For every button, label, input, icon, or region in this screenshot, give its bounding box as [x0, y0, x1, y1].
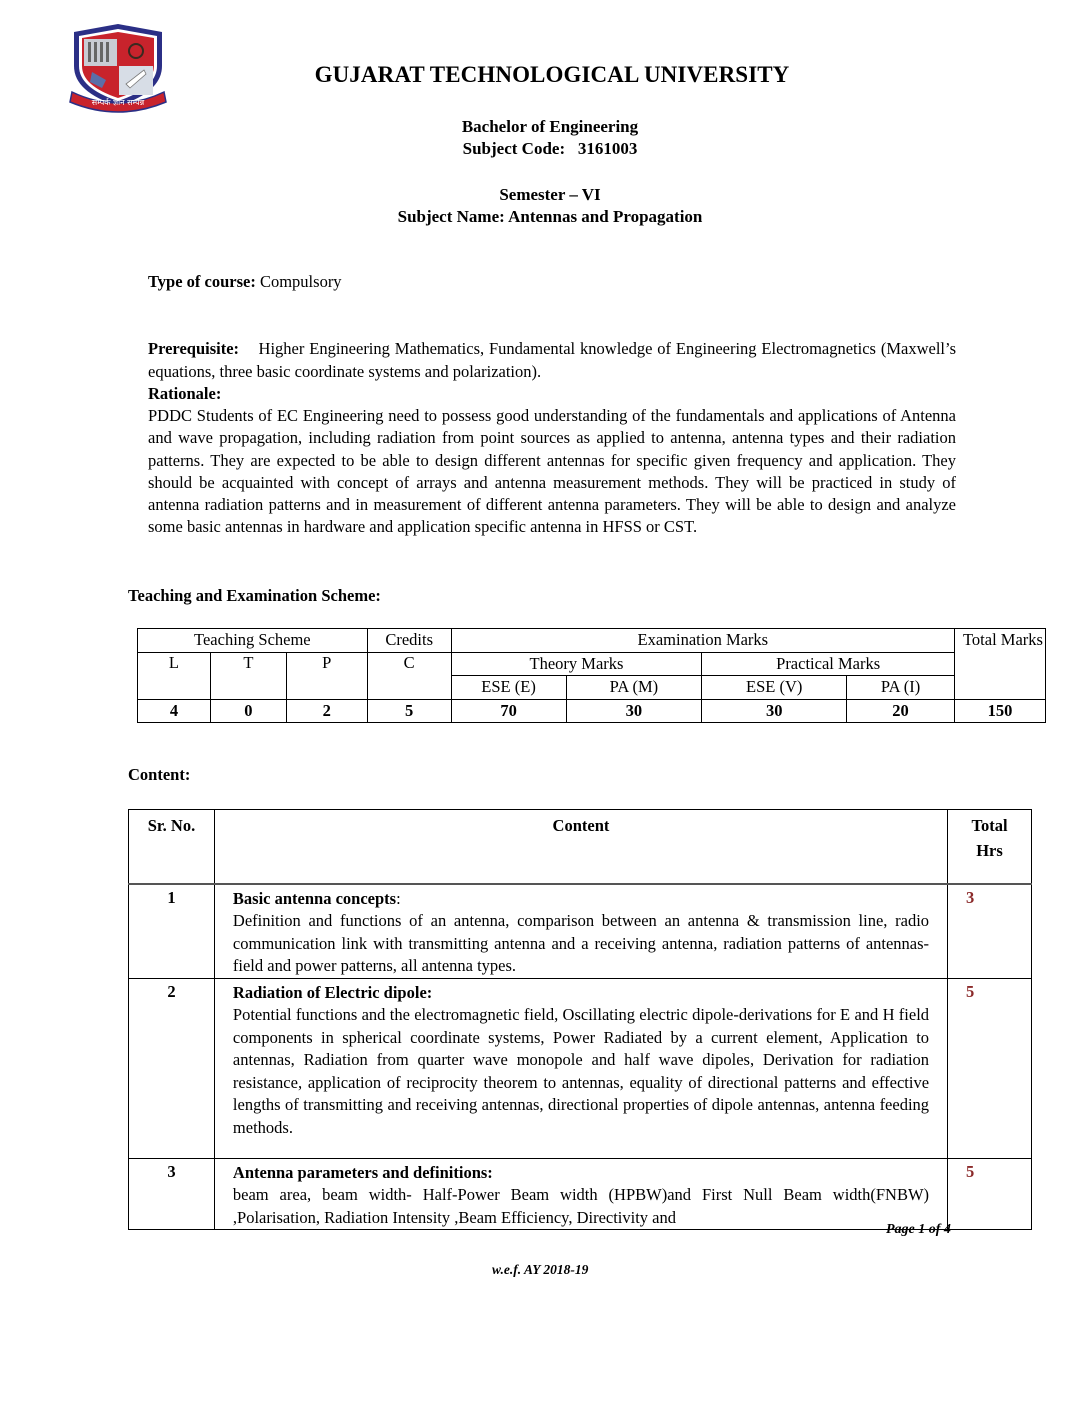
theory-marks-header: Theory Marks [451, 652, 702, 676]
total-marks-value: 150 [954, 699, 1045, 723]
row-topic: Basic antenna concepts [232, 888, 397, 908]
total-hrs-header [948, 810, 1032, 884]
university-logo [66, 22, 170, 114]
table-row [129, 1158, 1032, 1230]
university-title: GUJARAT TECHNOLOGICAL UNIVERSITY [314, 62, 790, 87]
rationale-label: Rationale: [148, 384, 222, 403]
rationale-text: PDDC Students of EC Engineering need to possess good understanding of the fundamentals and applications of Antenna and wave propagation, including radiation from point sources as applied to antenna, antenna types and their radiation patterns. They are expected to be able to design different antennas for specific given frequency and application. They should be acquainted with concept of arrays and antenna measurement methods. They will be practiced in study of antenna radiation patterns and in measurement of different antenna parameters. They will be able to design and analyze some basic antennas in hardware and application specific antenna in HFSS or CST. [148, 406, 956, 537]
course-type [148, 271, 956, 293]
practical-value: 2 [286, 699, 367, 723]
content-header-row [129, 810, 1032, 884]
ese-e-header: ESE (E) [451, 676, 566, 700]
semester-block [300, 184, 800, 228]
row-hours: 5 [948, 1158, 1032, 1230]
row-topic-suffix: : [396, 888, 401, 908]
teaching-exam-scheme-table [137, 628, 1046, 723]
row-sr-no: 2 [129, 978, 215, 1158]
ese-v-header: ESE (V) [702, 676, 847, 700]
lecture-value: 4 [138, 699, 211, 723]
content-section-title: Content: [128, 765, 191, 784]
lecture-header: L [138, 652, 211, 699]
practical-header: P [286, 652, 367, 699]
pa-m-header: PA (M) [566, 676, 702, 700]
row-topic: Radiation of Electric dipole: [232, 982, 433, 1002]
content-table [128, 809, 1032, 1230]
row-hours: 3 [948, 884, 1032, 979]
total-hrs-header-line1: Total [971, 816, 1008, 835]
practical-marks-header: Practical Marks [702, 652, 955, 676]
prerequisite-label: Prerequisite: [148, 339, 240, 359]
prerequisite-value: Higher Engineering Mathematics, Fundamental knowledge of Engineering Electromagnetics (Maxwell’s equations, three basic coordinate systems and polarization). [148, 339, 961, 381]
semester: Semester – VI [499, 185, 601, 204]
exam-marks-header: Examination Marks [451, 629, 954, 653]
course-type-value: Compulsory [255, 272, 342, 291]
row-content [214, 1158, 947, 1230]
scheme-header-row-1 [138, 629, 1046, 653]
teaching-scheme-header: Teaching Scheme [138, 629, 368, 653]
page-number: Page 1 of 4 [886, 1222, 951, 1237]
scheme-section-title: Teaching and Examination Scheme: [128, 586, 381, 605]
pa-m-value: 30 [566, 699, 702, 723]
degree-name: Bachelor of Engineering [461, 117, 639, 136]
tutorial-header: T [210, 652, 286, 699]
ese-v-value: 30 [702, 699, 847, 723]
subject-name: Subject Name: Antennas and Propagation [397, 207, 703, 226]
scheme-values-row [138, 699, 1046, 723]
subject-code: Subject Code: 3161003 [462, 139, 638, 158]
row-topic: Antenna parameters and definitions: [232, 1162, 493, 1182]
degree-block [300, 116, 800, 160]
row-sr-no: 3 [129, 1158, 215, 1230]
row-content [214, 884, 947, 979]
prerequisite [148, 316, 961, 383]
course-type-label: Type of course: [148, 272, 256, 291]
ese-e-value: 70 [451, 699, 566, 723]
row-sr-no: 1 [129, 884, 215, 979]
credits-header: Credits [367, 629, 451, 653]
row-hours: 5 [948, 978, 1032, 1158]
tutorial-value: 0 [210, 699, 286, 723]
total-hrs-header-line2: Hrs [976, 841, 1003, 860]
table-row [129, 884, 1032, 979]
effective-from: w.e.f. AY 2018-19 [492, 1262, 589, 1277]
sr-no-header: Sr. No. [129, 810, 215, 884]
row-text: Definition and functions of an antenna, comparison between an antenna & transmission line, radio communication link with transmitting antenna and a receiving antenna, radiation patterns of antennas-field and power patterns, all antenna types. [232, 911, 930, 975]
scheme-header-row-2 [138, 652, 1046, 676]
content-header: Content [214, 810, 947, 884]
credit-c-header: C [367, 652, 451, 699]
total-marks-header: Total Marks [954, 629, 1045, 700]
row-content [214, 978, 947, 1158]
row-text: beam area, beam width- Half-Power Beam width (HPBW)and First Null Beam width(FNBW) ,Polarisation, Radiation Intensity ,Beam Efficiency, Directivity and [232, 1185, 930, 1227]
table-row [129, 978, 1032, 1158]
pa-i-value: 20 [847, 699, 955, 723]
credit-value: 5 [367, 699, 451, 723]
row-text: Potential functions and the electromagnetic field, Oscillating electric dipole-derivations for E and H field components in spherical coordinate systems, Power Radiated by a current element, Application to antennas, Radiation from quarter wave monopole and half wave dipoles, Derivation for radiation resistance, application of reciprocity theorem to antennas, equality of directional patterns and effective lengths of transmitting and receiving antennas, directional properties of dipole antennas, antenna feeding methods. [232, 1005, 930, 1137]
svg-text:सम्पर्क ज्ञान सम्पन्न: सम्पर्क ज्ञान सम्पन्न [91, 98, 145, 107]
pa-i-header: PA (I) [847, 676, 955, 700]
gtu-emblem-icon [66, 22, 170, 114]
